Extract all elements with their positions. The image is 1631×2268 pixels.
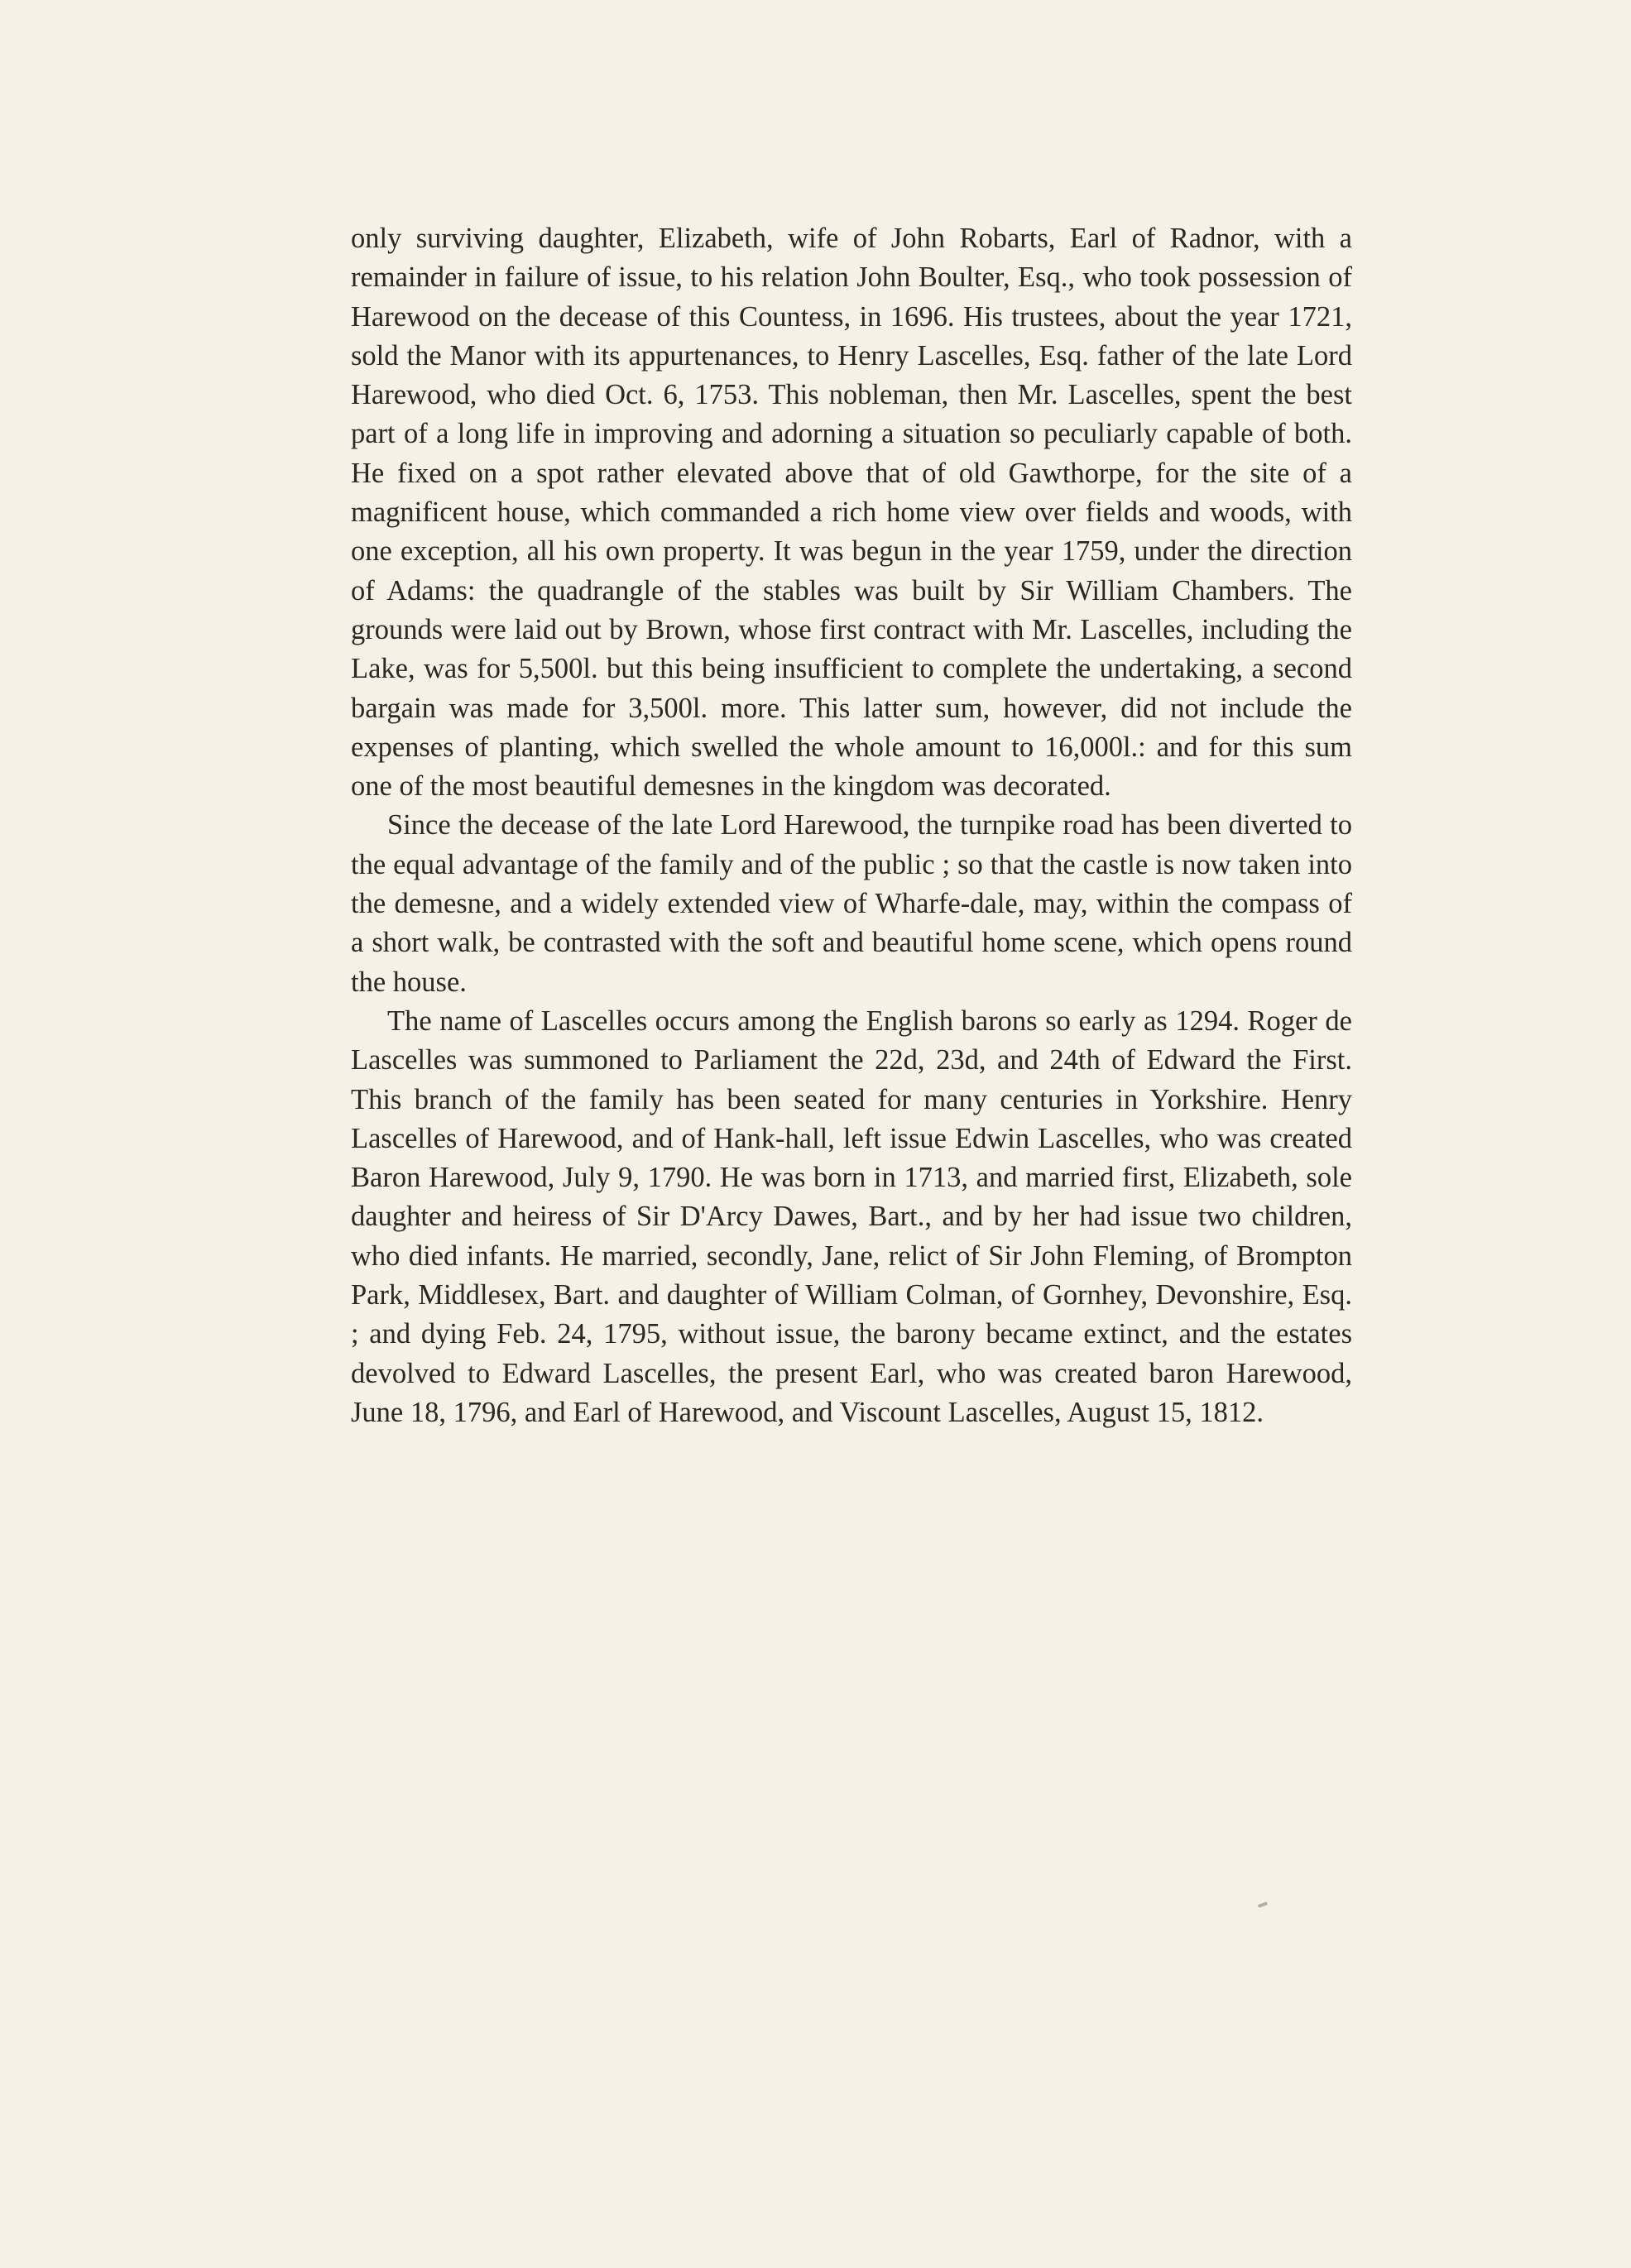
body-text <box>351 219 1352 1432</box>
paragraph-1: only surviving daughter, Elizabeth, wife of John Robarts, Earl of Radnor, with a remainder in failure of issue, to his relation John Boulter, Esq., who took possession of Harewood on the decease of this Countess, in 1696. His trustees, about the year 1721, sold the Manor with its appurtenances, to Henry Lascelles, Esq. father of the late Lord Harewood, who died Oct. 6, 1753. This nobleman, then Mr. Lascelles, spent the best part of a long life in improving and adorning a situation so peculiarly capable of both. He fixed on a spot rather elevated above that of old Gawthorpe, for the site of a magnificent house, which commanded a rich home view over fields and woods, with one exception, all his own property. It was begun in the year 1759, under the direction of Adams: the quadrangle of the stables was built by Sir William Chambers. The grounds were laid out by Brown, whose first contract with Mr. Lascelles, including the Lake, was for 5,500l. but this being insufficient to complete the undertaking, a second bargain was made for 3,500l. more. This latter sum, however, did not include the expenses of planting, which swelled the whole amount to 16,000l.: and for this sum one of the most beautiful demesnes in the kingdom was decorated. <box>351 223 1352 803</box>
paragraph-2: Since the decease of the late Lord Harewood, the turnpike road has been diverted to the equal advantage of the family and of the public ; so that the castle is now taken into the demesne, and a widely extended view of Wharfe-dale, may, within the compass of a short walk, be contrasted with the soft and beautiful home scene, which opens round the house. <box>351 809 1352 998</box>
paragraph-3: The name of Lascelles occurs among the English barons so early as 1294. Roger de Lascelles was summoned to Parliament the 22d, 23d, and 24th of Edward the First. This branch of the family has been seated for many centuries in Yorkshire. Henry Lascelles of Harewood, and of Hank-hall, left issue Edwin Lascelles, who was created Baron Harewood, July 9, 1790. He was born in 1713, and married first, Elizabeth, sole daughter and heiress of Sir D'Arcy Dawes, Bart., and by her had issue two children, who died infants. He married, secondly, Jane, relict of Sir John Fleming, of Brompton Park, Middlesex, Bart. and daughter of William Colman, of Gornhey, Devonshire, Esq. ; and dying Feb. 24, 1795, without issue, the barony became extinct, and the estates devolved to Edward Lascelles, the present Earl, who was created baron Harewood, June 18, 1796, and Earl of Harewood, and Viscount Lascelles, August 15, 1812. <box>351 1005 1352 1428</box>
ink-speck <box>1258 1901 1269 1908</box>
